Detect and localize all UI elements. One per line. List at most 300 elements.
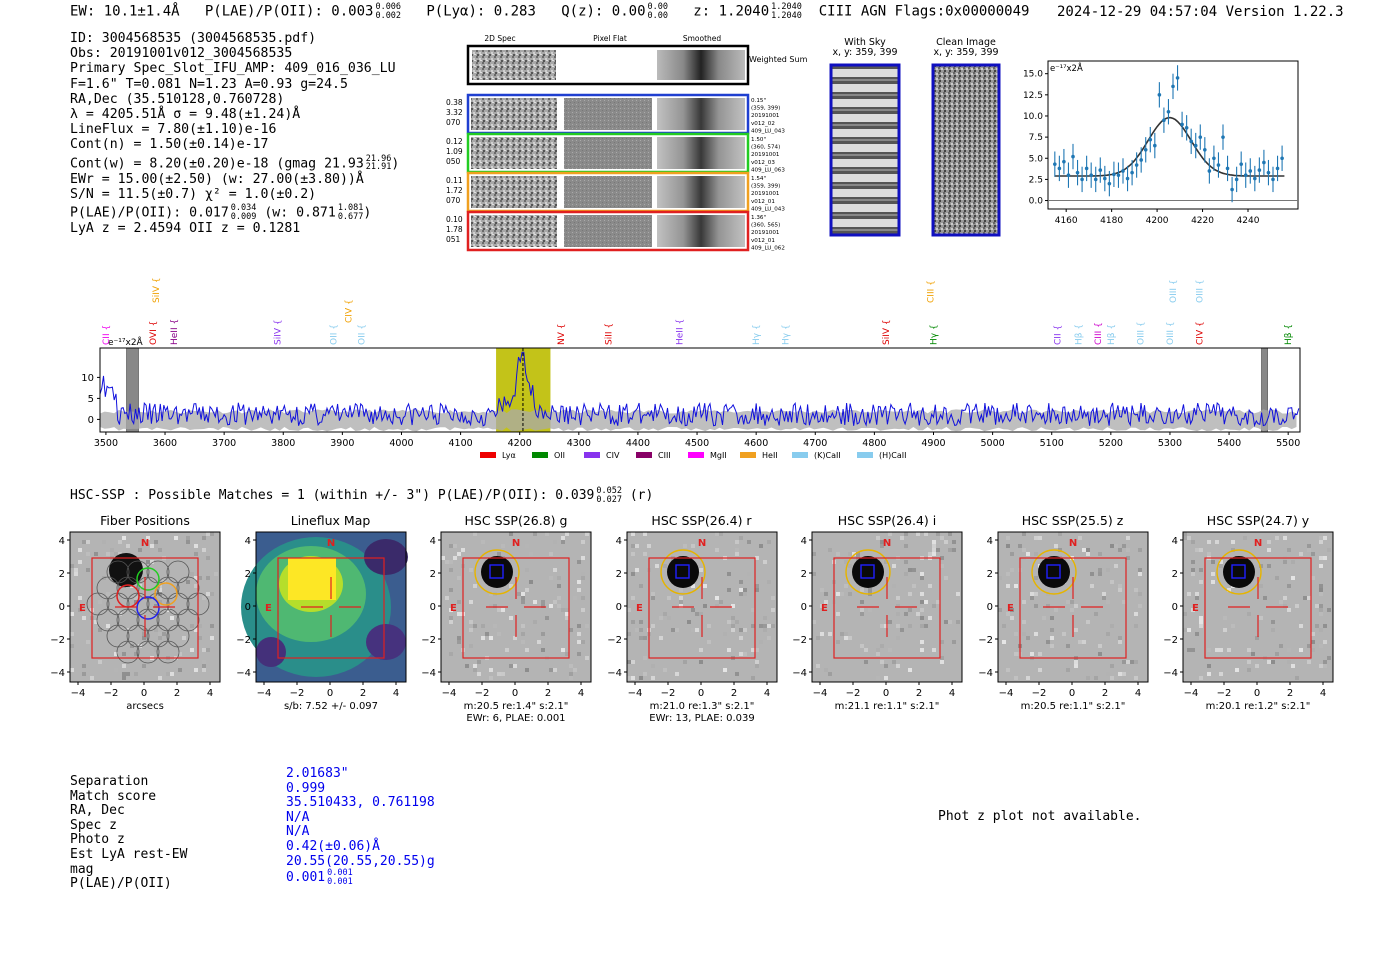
hsc-image-pixel [541, 632, 545, 636]
hsc-image-pixel [1106, 568, 1110, 572]
hsc-title-lo: 0.027 [596, 494, 622, 505]
fit-chart-point [1276, 167, 1280, 171]
hsc-image-pixel [763, 616, 767, 620]
hsc-image-pixel [663, 668, 667, 672]
hsc-image-pixel [896, 596, 900, 600]
fit-chart-xtick-label: 4240 [1236, 216, 1260, 226]
hsc-image-pixel [892, 660, 896, 664]
info-plae: P(LAE)/P(OII): 0.017 [70, 205, 229, 221]
hsc-north-label: N [1068, 538, 1077, 549]
header-plya: P(Lyα): 0.283 [426, 3, 536, 20]
hsc-image-pixel [1098, 552, 1102, 556]
hsc-image-pixel [1014, 584, 1018, 588]
spec2d-row-2d [471, 137, 557, 169]
hsc-image-pixel [1251, 652, 1255, 656]
hsc-xtick-label: −2 [103, 688, 119, 699]
hsc-image-pixel [820, 632, 824, 636]
spectrum-line-label: NV { [557, 323, 568, 345]
hsc-image-pixel [767, 540, 771, 544]
fit-chart-point [1230, 188, 1234, 192]
hsc-xtick-label: 4 [206, 688, 214, 699]
hsc-image-pixel [102, 540, 106, 544]
weighted-sum-text: Weighted Sum [749, 55, 808, 64]
hsc-panels [40, 510, 1380, 725]
hsc-image-pixel [1279, 644, 1283, 648]
hsc-image-pixel [763, 624, 767, 628]
hsc-image-pixel [525, 568, 529, 572]
hsc-xtick-label: −2 [1216, 688, 1232, 699]
info-params: F=1.6" T=0.081 N=1.23 A=0.93 g=24.5 [70, 76, 348, 92]
spec2d-row-right-label: 1.54" [751, 176, 767, 182]
hsc-image-pixel [1183, 536, 1187, 540]
hsc-panel-title: HSC SSP(26.4) i [837, 513, 937, 528]
hsc-image-pixel [755, 660, 759, 664]
hsc-image-pixel [1295, 676, 1299, 680]
spectrum-xtick-label: 5400 [1216, 438, 1242, 449]
hsc-image-pixel [561, 648, 565, 652]
hsc-image-pixel [473, 584, 477, 588]
hsc-image-pixel [509, 616, 513, 620]
hsc-image-pixel [70, 564, 74, 568]
hsc-image-pixel [126, 544, 130, 548]
fit-chart-point [1239, 162, 1243, 166]
hsc-ytick-label: −4 [50, 668, 65, 679]
hsc-image-pixel [449, 560, 453, 564]
header-qz: Q(z): 0.00 [561, 3, 646, 20]
hsc-image-pixel [86, 640, 90, 644]
hsc-image-pixel [848, 636, 852, 640]
spectrum-line-label: Hγ { [752, 324, 763, 345]
hsc-image-pixel [521, 592, 525, 596]
spec2d-row-left-label: 0.10 [446, 215, 463, 224]
hsc-image-pixel [1195, 548, 1199, 552]
hsc-image-pixel [864, 648, 868, 652]
spec2d-row-right-label: (359, 399) [751, 105, 781, 112]
spectrum-legend-swatch [857, 452, 873, 458]
hsc-image-pixel [1134, 624, 1138, 628]
hsc-image-pixel [655, 580, 659, 584]
hsc-image-pixel [940, 660, 944, 664]
hsc-image-pixel [908, 592, 912, 596]
hsc-north-label: N [140, 538, 150, 549]
hsc-ytick-label: 0 [986, 602, 993, 613]
hsc-image-pixel [206, 576, 210, 580]
hsc-image-pixel [198, 636, 202, 640]
spectrum-xtick-label: 3500 [93, 438, 119, 449]
hsc-image-pixel [1215, 540, 1219, 544]
spectrum-legend-swatch [584, 452, 600, 458]
hsc-ytick-label: 2 [244, 569, 251, 580]
hsc-image-pixel [1247, 612, 1251, 616]
spectrum-line-label: CIV { [344, 299, 355, 323]
hsc-image-pixel [122, 664, 126, 668]
hsc-image-pixel [1082, 548, 1086, 552]
hsc-image-pixel [1118, 636, 1122, 640]
hsc-image-pixel [1026, 636, 1030, 640]
hsc-image-pixel [166, 560, 170, 564]
hsc-image-pixel [158, 632, 162, 636]
hsc-image-pixel [142, 664, 146, 668]
spec2d-row-smoothed [657, 176, 745, 208]
hsc-image-pixel [1307, 544, 1311, 548]
hsc-image-pixel [1323, 536, 1327, 540]
hsc-image-pixel [90, 676, 94, 680]
hsc-image-pixel [1207, 648, 1211, 652]
hsc-image-pixel [763, 560, 767, 564]
hsc-ytick-label: 4 [58, 536, 65, 547]
fit-chart-point [1144, 148, 1148, 152]
hsc-title [70, 487, 653, 504]
spec2d-row-left-label: 0.38 [446, 98, 463, 107]
hsc-xtick-label: −4 [812, 688, 828, 699]
fit-chart-ytick-label: 15.0 [1022, 69, 1043, 80]
hsc-image-pixel [1138, 592, 1142, 596]
hsc-image-pixel [836, 552, 840, 556]
hsc-image-pixel [828, 672, 832, 676]
match-table-label: Separation [70, 774, 149, 789]
hsc-panel [411, 510, 596, 725]
spectrum-line-label: SiII { [604, 322, 615, 345]
hsc-image-pixel [1319, 592, 1323, 596]
hsc-image-pixel [1074, 628, 1078, 632]
match-table-label: Match score [70, 788, 157, 804]
spec2d-row-right-label: v012_01 [751, 237, 775, 244]
hsc-image-pixel [659, 636, 663, 640]
hsc-image-pixel [457, 636, 461, 640]
fit-chart-ytick-label: 5.0 [1028, 154, 1043, 165]
hsc-image-pixel [1207, 552, 1211, 556]
hsc-title-text: HSC-SSP : Possible Matches = 1 (within +/- 3") P(LAE)/P(OII): 0.039 [70, 488, 595, 503]
hsc-ytick-label: 2 [429, 569, 436, 580]
hsc-image-pixel [888, 532, 892, 536]
hsc-image-pixel [1199, 568, 1203, 572]
hsc-image-pixel [904, 612, 908, 616]
hsc-image-pixel [755, 664, 759, 668]
spectrum-line-label: CII { [101, 324, 112, 345]
fit-chart-point [1262, 161, 1266, 165]
hsc-image-pixel [1114, 544, 1118, 548]
spec2d-panel [440, 32, 808, 257]
hsc-image-pixel [1006, 536, 1010, 540]
hsc-panel-image [411, 510, 596, 725]
hsc-image-pixel [198, 576, 202, 580]
match-table-value: 35.510433, 0.761198 [286, 795, 435, 811]
fit-chart-point [1244, 173, 1248, 177]
hsc-image-pixel [671, 628, 675, 632]
hsc-image-pixel [549, 576, 553, 580]
hsc-image-pixel [577, 580, 581, 584]
info-lineflux: LineFlux = 7.80(±1.10)e-16 [70, 122, 277, 138]
hsc-image-pixel [1199, 676, 1203, 680]
hsc-image-pixel [1058, 532, 1062, 536]
hsc-image-pixel [1303, 596, 1307, 600]
hsc-image-pixel [1231, 540, 1235, 544]
hsc-image-pixel [908, 568, 912, 572]
hsc-image-pixel [473, 624, 477, 628]
hsc-image-pixel [1002, 640, 1006, 644]
hsc-image-pixel [940, 536, 944, 540]
hsc-image-pixel [904, 572, 908, 576]
hsc-image-pixel [1267, 564, 1271, 568]
spec2d-row-right-label: 20191001 [751, 230, 780, 237]
hsc-image-pixel [1315, 604, 1319, 608]
with-sky-image [831, 65, 899, 235]
hsc-image-pixel [1030, 596, 1034, 600]
hsc-image-pixel [557, 576, 561, 580]
hsc-image-pixel [952, 548, 956, 552]
hsc-image-pixel [1050, 628, 1054, 632]
hsc-image-pixel [1106, 600, 1110, 604]
hsc-image-pixel [1090, 572, 1094, 576]
spectrum-line-label: OIII { [1195, 279, 1206, 303]
hsc-image-pixel [1299, 624, 1303, 628]
spec2d-col-title: Pixel Flat [593, 34, 627, 43]
hsc-xtick-label: 0 [697, 688, 704, 699]
fit-chart-ytick-label: 12.5 [1022, 90, 1043, 101]
hsc-image-pixel [1070, 608, 1074, 612]
hsc-image-pixel [134, 672, 138, 676]
hsc-image-pixel [631, 596, 635, 600]
hsc-image-pixel [956, 592, 960, 596]
hsc-source-blob [481, 556, 513, 588]
match-table-label: Spec z [70, 817, 117, 833]
hsc-image-pixel [667, 596, 671, 600]
sky-images [828, 62, 1004, 238]
spec2d-row-2d [471, 98, 557, 130]
hsc-image-pixel [868, 608, 872, 612]
spec2d-row-left-label: 0.12 [446, 137, 463, 146]
hsc-image-pixel [1094, 676, 1098, 680]
spectrum-xtick-label: 3800 [271, 438, 296, 449]
hsc-image-pixel [735, 620, 739, 624]
spec2d-row-left-label: 1.72 [446, 186, 463, 195]
fit-chart-point [1267, 171, 1271, 175]
hsc-image-pixel [1295, 604, 1299, 608]
spec2d-row-flat [564, 176, 652, 208]
hsc-image-pixel [465, 664, 469, 668]
match-table-value: 20.55(20.55,20.55)g [286, 853, 435, 869]
spectrum-xtick-label: 5200 [1098, 438, 1123, 449]
info-contw-hi: 21.96 [365, 153, 392, 164]
lineflux-peak [288, 558, 336, 600]
hsc-image-pixel [1034, 592, 1038, 596]
hsc-image-pixel [557, 584, 561, 588]
info-plae-w-hi: 1.081 [337, 203, 364, 214]
hsc-panel-caption: m:20.1 re:1.2" s:2.1" [1205, 701, 1311, 712]
hsc-xtick-label: 2 [1286, 688, 1294, 699]
hsc-image-pixel [896, 664, 900, 668]
hsc-image-pixel [1074, 664, 1078, 668]
hsc-xtick-label: 0 [882, 688, 890, 699]
hsc-xtick-label: 4 [1134, 688, 1141, 699]
hsc-east-label: E [450, 603, 457, 614]
hsc-image-pixel [521, 632, 525, 636]
hsc-image-pixel [469, 568, 473, 572]
hsc-image-pixel [1034, 632, 1038, 636]
fit-chart-point [1226, 167, 1230, 171]
hsc-image-pixel [513, 648, 517, 652]
hsc-image-pixel [497, 552, 501, 556]
hsc-image-pixel [771, 596, 775, 600]
hsc-image-pixel [1030, 592, 1034, 596]
hsc-ytick-label: 4 [244, 536, 251, 547]
hsc-north-label: N [697, 538, 706, 549]
hsc-image-pixel [1034, 596, 1038, 600]
hsc-image-pixel [900, 536, 904, 540]
hsc-image-pixel [635, 568, 639, 572]
hsc-image-pixel [210, 592, 214, 596]
hsc-xtick-label: −2 [1031, 688, 1046, 699]
hsc-image-pixel [1247, 648, 1251, 652]
hsc-xtick-label: 2 [915, 688, 923, 699]
hsc-panel [968, 510, 1153, 725]
hsc-panel-title: HSC SSP(26.4) r [651, 513, 752, 528]
hsc-image-pixel [1199, 548, 1203, 552]
hsc-image-pixel [553, 540, 557, 544]
hsc-image-pixel [1086, 548, 1090, 552]
hsc-image-pixel [695, 612, 699, 616]
hsc-image-pixel [904, 544, 908, 548]
hsc-image-pixel [860, 588, 864, 592]
fit-chart-point [1076, 171, 1080, 175]
hsc-image-pixel [840, 592, 844, 596]
hsc-image-pixel [892, 664, 896, 668]
hsc-image-pixel [78, 596, 82, 600]
hsc-image-pixel [639, 628, 643, 632]
hsc-image-pixel [457, 640, 461, 644]
hsc-image-pixel [1122, 544, 1126, 548]
spec2d-row-smoothed [657, 98, 745, 130]
spec2d-row-left-label: 051 [446, 235, 461, 244]
hsc-image-pixel [1034, 576, 1038, 580]
hsc-image-pixel [639, 676, 643, 680]
hsc-image-pixel [110, 548, 114, 552]
hsc-image-pixel [585, 656, 589, 660]
hsc-image-pixel [920, 608, 924, 612]
hsc-image-pixel [86, 552, 90, 556]
hsc-image-pixel [449, 588, 453, 592]
spectrum-line-label: SiIV { [273, 319, 284, 345]
spec2d-row-right-label: v012_01 [751, 198, 775, 205]
spectrum-line-label: OIII { [1136, 321, 1147, 345]
hsc-image-pixel [1207, 664, 1211, 668]
hsc-image-pixel [695, 628, 699, 632]
hsc-source-blob [1038, 556, 1070, 588]
hsc-ytick-label: 4 [800, 536, 807, 547]
hsc-image-pixel [739, 592, 743, 596]
hsc-image-pixel [836, 612, 840, 616]
hsc-image-pixel [631, 572, 635, 576]
hsc-image-pixel [828, 632, 832, 636]
hsc-image-pixel [513, 664, 517, 668]
hsc-image-pixel [457, 552, 461, 556]
hsc-image-pixel [553, 600, 557, 604]
spec2d-row-right-label: 409_LU_063 [751, 167, 785, 174]
spectrum-xtick-label: 4000 [389, 438, 414, 449]
hsc-image-pixel [1098, 568, 1102, 572]
spectrum-legend-swatch [532, 452, 548, 458]
fit-chart-point [1212, 156, 1216, 160]
hsc-xtick-label: 4 [392, 688, 399, 699]
header-plae-hi: 0.006 [375, 2, 402, 12]
header-bar [70, 3, 1029, 20]
hsc-image-pixel [202, 664, 206, 668]
header-plae-lo: 0.002 [375, 10, 402, 21]
info-id: ID: 3004568535 (3004568535.pdf) [70, 31, 317, 46]
hsc-panel-caption: m:20.5 re:1.4" s:2.1" [463, 701, 569, 712]
hsc-image-pixel [1319, 588, 1323, 592]
spectrum-xtick-label: 4900 [921, 438, 946, 449]
hsc-image-pixel [1026, 552, 1030, 556]
spectrum-line-label: HeII { [169, 318, 180, 345]
spec2d-col-title: 2D Spec [484, 34, 516, 43]
hsc-image-pixel [1022, 548, 1026, 552]
header-ew: EW: 10.1±1.4Å [70, 3, 180, 20]
hsc-image-pixel [1191, 648, 1195, 652]
hsc-image-pixel [1022, 532, 1026, 536]
hsc-image-pixel [70, 632, 74, 636]
hsc-image-pixel [1211, 560, 1215, 564]
hsc-image-pixel [557, 604, 561, 608]
hsc-image-pixel [1235, 668, 1239, 672]
hsc-image-pixel [581, 608, 585, 612]
hsc-panel [1153, 510, 1338, 725]
hsc-image-pixel [731, 628, 735, 632]
fit-chart-point [1176, 76, 1180, 80]
hsc-image-pixel [517, 592, 521, 596]
hsc-image-pixel [441, 556, 445, 560]
hsc-panel-caption: EWr: 13, PLAE: 0.039 [648, 713, 755, 724]
spec2d-row-left-label: 050 [446, 157, 461, 166]
hsc-image-pixel [920, 616, 924, 620]
spec2d-row-right-label: (359, 399) [751, 183, 781, 190]
fit-chart-point [1171, 85, 1175, 89]
hsc-ytick-label: −4 [792, 668, 807, 679]
hsc-image-pixel [1034, 536, 1038, 540]
hsc-image-pixel [739, 636, 743, 640]
hsc-image-pixel [525, 668, 529, 672]
hsc-image-pixel [1199, 616, 1203, 620]
hsc-image-pixel [1086, 620, 1090, 624]
hsc-image-pixel [643, 672, 647, 676]
hsc-source-blob [1223, 556, 1255, 588]
hsc-image-pixel [651, 624, 655, 628]
hsc-image-pixel [727, 648, 731, 652]
hsc-image-pixel [739, 536, 743, 540]
hsc-xtick-label: −2 [845, 688, 861, 699]
spectrum-xtick-label: 5500 [1276, 438, 1301, 449]
hsc-ytick-label: 4 [615, 536, 622, 547]
hsc-image-pixel [631, 552, 635, 556]
hsc-image-pixel [759, 544, 763, 548]
hsc-image-pixel [699, 660, 703, 664]
hsc-image-pixel [1219, 648, 1223, 652]
spec2d-row-right-label: 20191001 [751, 113, 780, 120]
hsc-image-pixel [154, 540, 158, 544]
hsc-panel [40, 510, 225, 725]
hsc-image-pixel [509, 532, 513, 536]
hsc-xtick-label: 0 [326, 688, 333, 699]
hsc-image-pixel [1287, 648, 1291, 652]
hsc-image-pixel [631, 532, 635, 536]
hsc-image-pixel [190, 572, 194, 576]
hsc-image-pixel [1098, 572, 1102, 576]
hsc-ytick-label: 0 [615, 602, 622, 613]
hsc-image-pixel [485, 632, 489, 636]
hsc-image-pixel [1183, 628, 1187, 632]
hsc-image-pixel [1098, 644, 1102, 648]
hsc-image-pixel [453, 544, 457, 548]
